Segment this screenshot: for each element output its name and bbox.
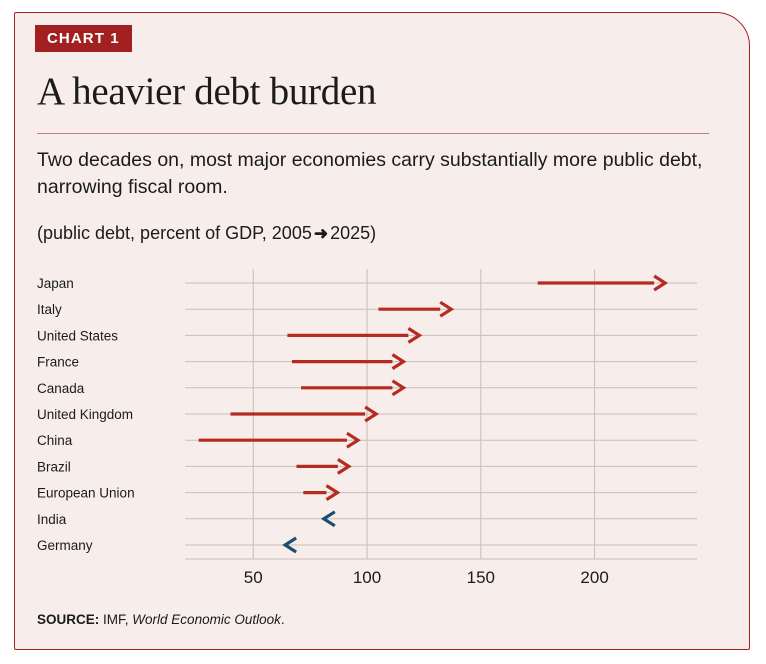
source-note (37, 612, 285, 627)
x-axis-tick-label: 200 (580, 568, 609, 587)
chart-svg (37, 261, 709, 587)
arrow-marker (199, 433, 358, 447)
units-text-start: (public debt, percent of GDP, 2005 (37, 223, 312, 243)
arrow-marker (301, 381, 403, 395)
arrow-marker (231, 407, 377, 421)
chart-card (14, 12, 750, 650)
chart-subtitle: Two decades on, most major economies carry substantially more public debt, narrowing fiscal room. (37, 149, 703, 198)
chart-units (37, 223, 376, 244)
category-label: Italy (37, 302, 62, 318)
arrow-marker (292, 355, 404, 369)
category-label: European Union (37, 485, 135, 501)
category-label: Germany (37, 538, 93, 553)
page-title: A heavier debt burden (37, 70, 377, 113)
right-arrow-icon: ➜ (313, 224, 329, 243)
arrow-marker (287, 328, 419, 342)
category-label: Canada (37, 380, 85, 396)
category-label: Brazil (37, 459, 71, 475)
units-text-end: 2025) (330, 223, 377, 243)
category-label: India (37, 511, 67, 527)
source-text: IMF, (103, 612, 129, 627)
category-label: United Kingdom (37, 407, 134, 422)
x-axis-tick-label: 50 (243, 568, 263, 587)
title-divider (37, 133, 709, 134)
category-label: China (37, 433, 73, 449)
category-label: Japan (37, 276, 74, 291)
category-label: United States (37, 328, 119, 344)
category-label: France (37, 354, 80, 370)
arrow-marker (538, 276, 665, 290)
chart-badge: CHART 1 (35, 25, 132, 52)
x-axis-tick-label: 150 (466, 568, 496, 587)
source-publication: World Economic Outlook (132, 612, 281, 627)
chart-plot-area (37, 261, 709, 587)
source-period: . (280, 612, 285, 627)
x-axis-tick-label: 100 (352, 568, 382, 587)
source-label: SOURCE: (37, 612, 100, 627)
